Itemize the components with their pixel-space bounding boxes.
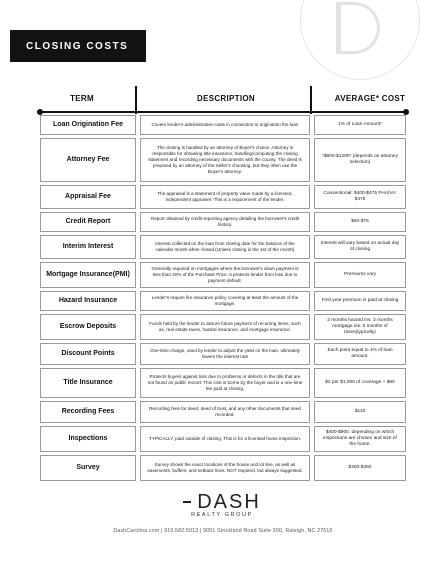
cost-cell: $400-$900, depending on which inspections are chosen and size of the home. — [314, 426, 406, 452]
description-cell: Generally required on mortgages where the borrower's down payment is less than 20% of the Purchase Price. It protects lender from loss due to payment default. — [140, 262, 310, 288]
description-cell: TYPICALLY, paid outside of closing. This is for a licensed home inspection. — [140, 426, 310, 452]
term-cell: Attorney Fee — [40, 138, 136, 182]
term-cell: Discount Points — [40, 343, 136, 365]
cost-cell: $50-$75 — [314, 212, 406, 232]
term-cell: Appraisal Fee — [40, 185, 136, 209]
cost-cell: Conventional: $400-$475 FHA/VA: $475 — [314, 185, 406, 209]
table-row — [40, 262, 406, 288]
table-row — [40, 455, 406, 481]
description-cell: Recording fees for deed, deed of trust, and any other documents that need recorded. — [140, 401, 310, 423]
cost-cell: $300-$450 — [314, 455, 406, 481]
description-cell: The closing is handled by an attorney of Buyer's choice. Attorney is responsible for obtaining title insurance, handling/computing the closing statement and recording necessary documents with the county. The deed is prepared by an attorney of the Seller's choosing, but they often use the Buyer's attorney. — [140, 138, 310, 182]
table-row — [40, 426, 406, 452]
header-divider — [310, 86, 312, 114]
logo-text: DASH — [197, 490, 261, 513]
term-cell: Loan Origination Fee — [40, 115, 136, 135]
logo-dash-mark — [183, 501, 191, 503]
header-rule — [40, 111, 406, 113]
table-row — [40, 212, 406, 232]
cost-cell: Interest will vary based on actual day of closing — [314, 235, 406, 259]
company-logo — [168, 490, 276, 514]
description-cell: Lender's require fire insurance policy covering at least the amount of the mortgage. — [140, 291, 310, 311]
cost-cell: $115 — [314, 401, 406, 423]
page-title: CLOSING COSTS — [26, 40, 129, 52]
cost-cell: Premiums vary — [314, 262, 406, 288]
cost-cell: 2 months hazard ins. 2 months mortgage ins. 5 months of taxes(typically) — [314, 314, 406, 340]
term-cell: Credit Report — [40, 212, 136, 232]
cost-cell: $2 per $1,000 of coverage + $90 — [314, 368, 406, 398]
table-row — [40, 291, 406, 311]
table-row — [40, 138, 406, 182]
contact-line: DashCarolina.com | 919.582.5913 | 9051 Strickland Road Suite 200, Raleigh, NC 27615 — [113, 528, 333, 534]
term-cell: Survey — [40, 455, 136, 481]
table-row — [40, 185, 406, 209]
description-cell: Interest collected on the loan from closing date for the balance of the calendar month when closed.(Unless closing is the 1st of the month) — [140, 235, 310, 259]
table-row — [40, 401, 406, 423]
description-cell: Covers lender's administrative costs in connection to origination the loan — [140, 115, 310, 135]
description-cell: Survey shows the exact locations of the house and lot line, as well as easements, buffers, and setback lines. NOT required, but always suggested. — [140, 455, 310, 481]
term-cell: Interim Interest — [40, 235, 136, 259]
table-row — [40, 235, 406, 259]
description-cell: Protects buyers against loss due to problems or defects in the title that are not found on public record. This cost is borne by the buyer and is a one-time fee paid at closing. — [140, 368, 310, 398]
table-row — [40, 343, 406, 365]
header-description: DESCRIPTION — [197, 94, 255, 103]
header-cost: AVERAGE* COST — [334, 94, 406, 103]
term-cell: Escrow Deposits — [40, 314, 136, 340]
table-row — [40, 115, 406, 135]
cost-cell: 1% of Loan Amount* — [314, 115, 406, 135]
header-divider — [135, 86, 137, 114]
table-row — [40, 314, 406, 340]
title-banner — [10, 30, 146, 62]
description-cell: Report obtained by credit-reporting agency detailing the borrower's credit history. — [140, 212, 310, 232]
term-cell: Mortgage Insurance(PMI) — [40, 262, 136, 288]
description-cell: Funds held by the lender to assure future payment of recurring items, such as, real estate taxes, hazard insurance, and mortgage insurance. — [140, 314, 310, 340]
description-cell: One-time charge, used by lender to adjust the yield on the loan, ultimately lowers the interest rate — [140, 343, 310, 365]
cost-cell: *$800-$1200* (depends on attorney selection) — [314, 138, 406, 182]
cost-cell: Each point equal to 1% of loan amount. — [314, 343, 406, 365]
term-cell: Title Insurance — [40, 368, 136, 398]
term-cell: Recording Fees — [40, 401, 136, 423]
cost-cell: First year premium is paid at closing — [314, 291, 406, 311]
term-cell: Hazard Insurance — [40, 291, 136, 311]
term-cell: Inspections — [40, 426, 136, 452]
description-cell: The appraisal is a statement of property value made by a licensed, independent appraiser. This is a requirement of the lender. — [140, 185, 310, 209]
header-term: TERM — [70, 94, 94, 103]
logo-tagline: REALTY GROUP — [191, 512, 253, 518]
table-row — [40, 368, 406, 398]
